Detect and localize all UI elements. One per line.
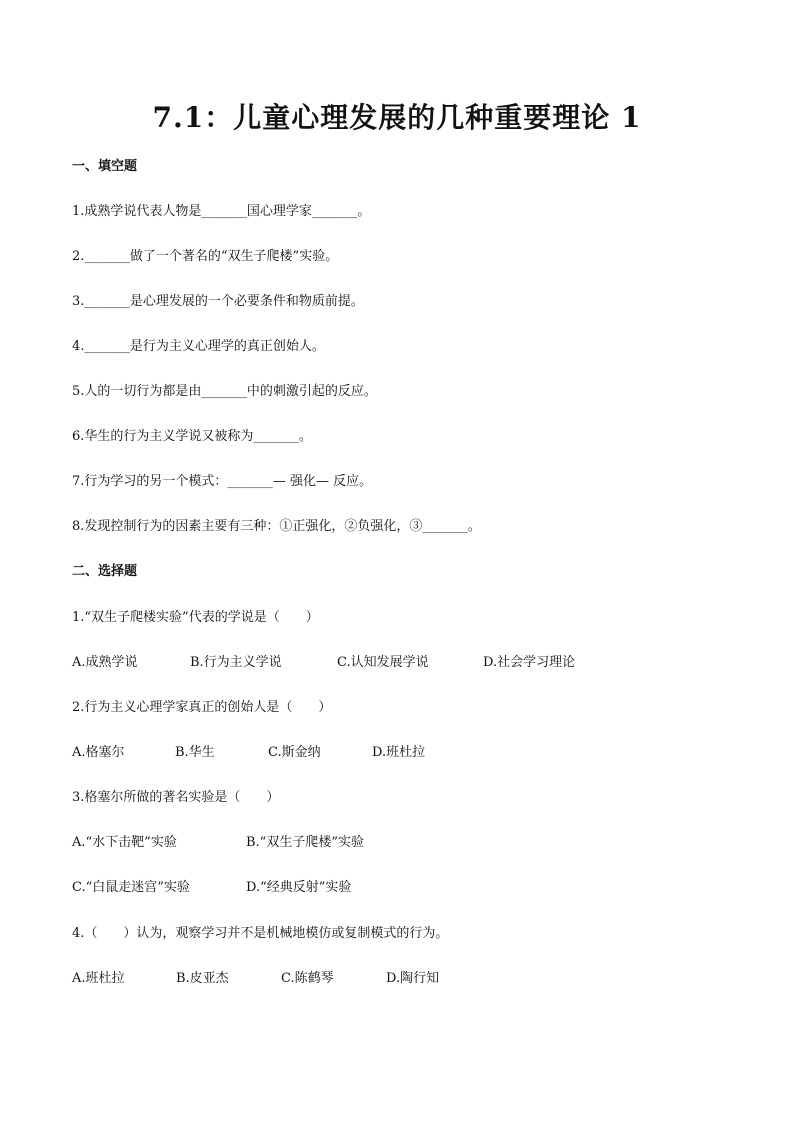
option-a: A.格塞尔 bbox=[72, 745, 125, 760]
fill-blank-item-8: 8.发现控制行为的因素主要有三种：①正强化，②负强化，③_______。 bbox=[72, 519, 481, 534]
section-heading-multiple-choice: 二、选择题 bbox=[72, 564, 138, 579]
page-title: 7.1：儿童心理发展的几种重要理论 1 bbox=[152, 101, 642, 134]
option-d: D.社会学习理论 bbox=[483, 655, 576, 670]
option-b: B.行为主义学说 bbox=[190, 655, 282, 670]
option-c: C.陈鹤琴 bbox=[281, 971, 334, 986]
option-a: A.成熟学说 bbox=[72, 655, 138, 670]
option-a: A.班杜拉 bbox=[72, 971, 125, 986]
question-1-stem: 1.“双生子爬楼实验”代表的学说是（ ） bbox=[72, 610, 319, 625]
option-d: D.班杜拉 bbox=[372, 745, 426, 760]
section-heading-fill-blank: 一、填空题 bbox=[72, 159, 138, 174]
option-b: B.华生 bbox=[175, 745, 215, 760]
question-3-stem: 3.格塞尔所做的著名实验是（ ） bbox=[72, 790, 280, 805]
option-b: B.“双生子爬楼”实验 bbox=[246, 835, 364, 850]
fill-blank-item-1: 1.成熟学说代表人物是_______国心理学家_______。 bbox=[72, 204, 371, 219]
fill-blank-item-5: 5.人的一切行为都是由_______中的刺激引起的反应。 bbox=[72, 384, 377, 399]
fill-blank-item-4: 4._______是行为主义心理学的真正创始人。 bbox=[72, 339, 325, 354]
option-a: A.“水下击靶”实验 bbox=[72, 835, 177, 850]
fill-blank-item-3: 3._______是心理发展的一个必要条件和物质前提。 bbox=[72, 294, 364, 309]
option-c: C.“白鼠走迷宫”实验 bbox=[72, 880, 190, 895]
question-4-stem: 4.（ ）认为，观察学习并不是机械地模仿或复制模式的行为。 bbox=[72, 926, 449, 941]
fill-blank-item-6: 6.华生的行为主义学说又被称为_______。 bbox=[72, 429, 312, 444]
option-d: D.陶行知 bbox=[386, 971, 440, 986]
fill-blank-item-7: 7.行为学习的另一个模式：_______— 强化— 反应。 bbox=[72, 474, 373, 489]
question-2-stem: 2.行为主义心理学家真正的创始人是（ ） bbox=[72, 700, 332, 715]
option-d: D.“经典反射”实验 bbox=[246, 880, 352, 895]
fill-blank-item-2: 2._______做了一个著名的“双生子爬楼”实验。 bbox=[72, 249, 339, 264]
option-c: C.认知发展学说 bbox=[337, 655, 429, 670]
option-c: C.斯金纳 bbox=[268, 745, 321, 760]
option-b: B.皮亚杰 bbox=[176, 971, 229, 986]
